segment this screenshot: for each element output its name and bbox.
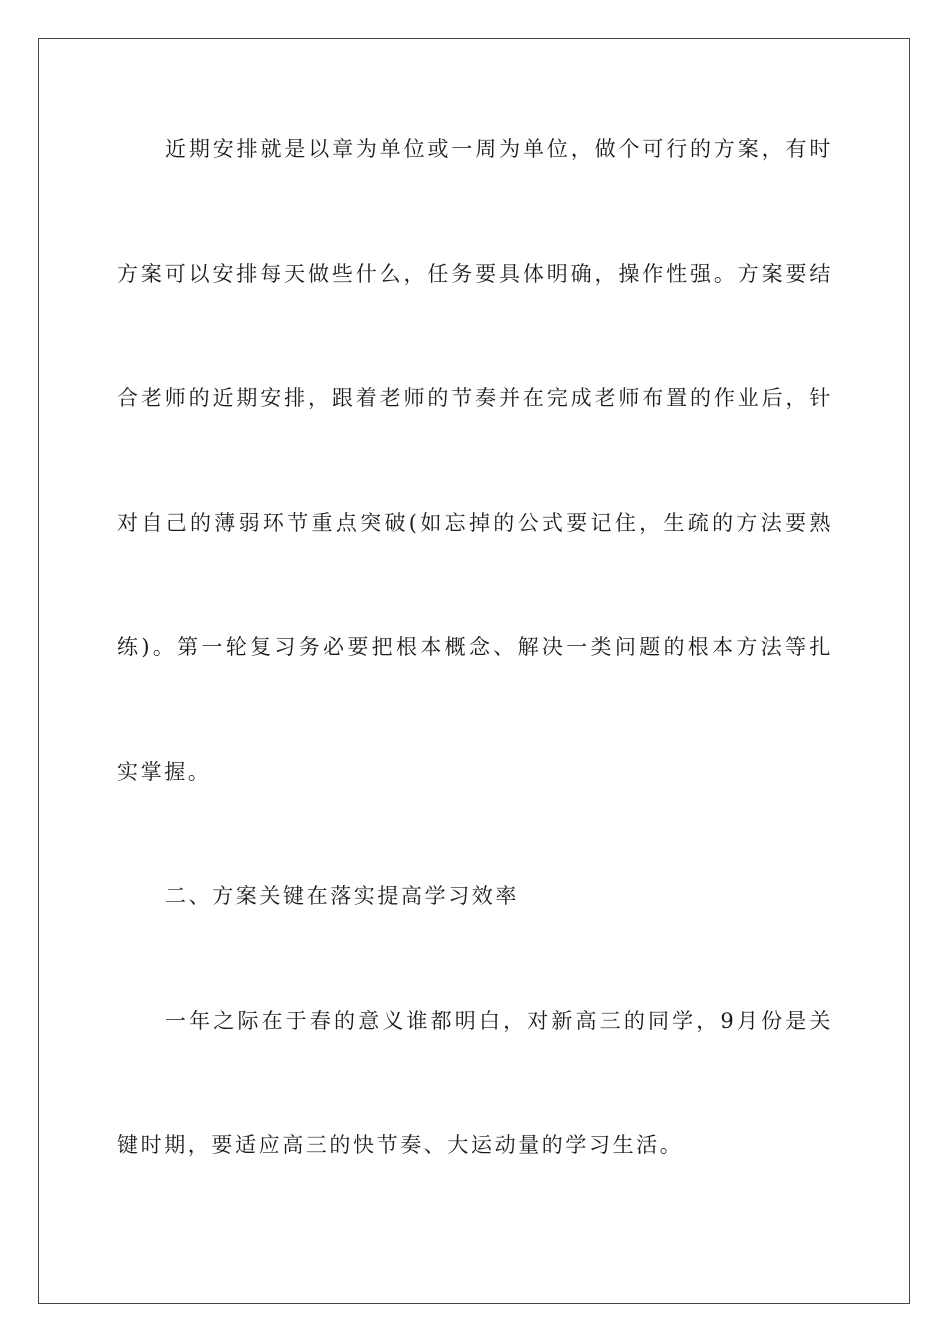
paragraph-1-line-5: 练)。第一轮复习务必要把根本概念、解决一类问题的根本方法等扎 (117, 635, 833, 659)
paragraph-1-line-1: 近期安排就是以章为单位或一周为单位，做个可行的方案，有时 (165, 137, 833, 161)
page-border (38, 38, 910, 1304)
paragraph-1-line-6: 实掌握。 (117, 760, 212, 784)
paragraph-2-line-1: 一年之际在于春的意义谁都明白，对新高三的同学，9月份是关 (165, 1009, 833, 1033)
paragraph-1-line-4: 对自己的薄弱环节重点突破(如忘掉的公式要记住，生疏的方法要熟 (117, 511, 833, 535)
section-heading: 二、方案关键在落实提高学习效率 (165, 884, 519, 908)
paragraph-1-line-2: 方案可以安排每天做些什么，任务要具体明确，操作性强。方案要结 (117, 262, 833, 286)
paragraph-1-line-3: 合老师的近期安排，跟着老师的节奏并在完成老师布置的作业后，针 (117, 386, 833, 410)
paragraph-2-line-2: 键时期，要适应高三的快节奏、大运动量的学习生活。 (117, 1133, 684, 1157)
